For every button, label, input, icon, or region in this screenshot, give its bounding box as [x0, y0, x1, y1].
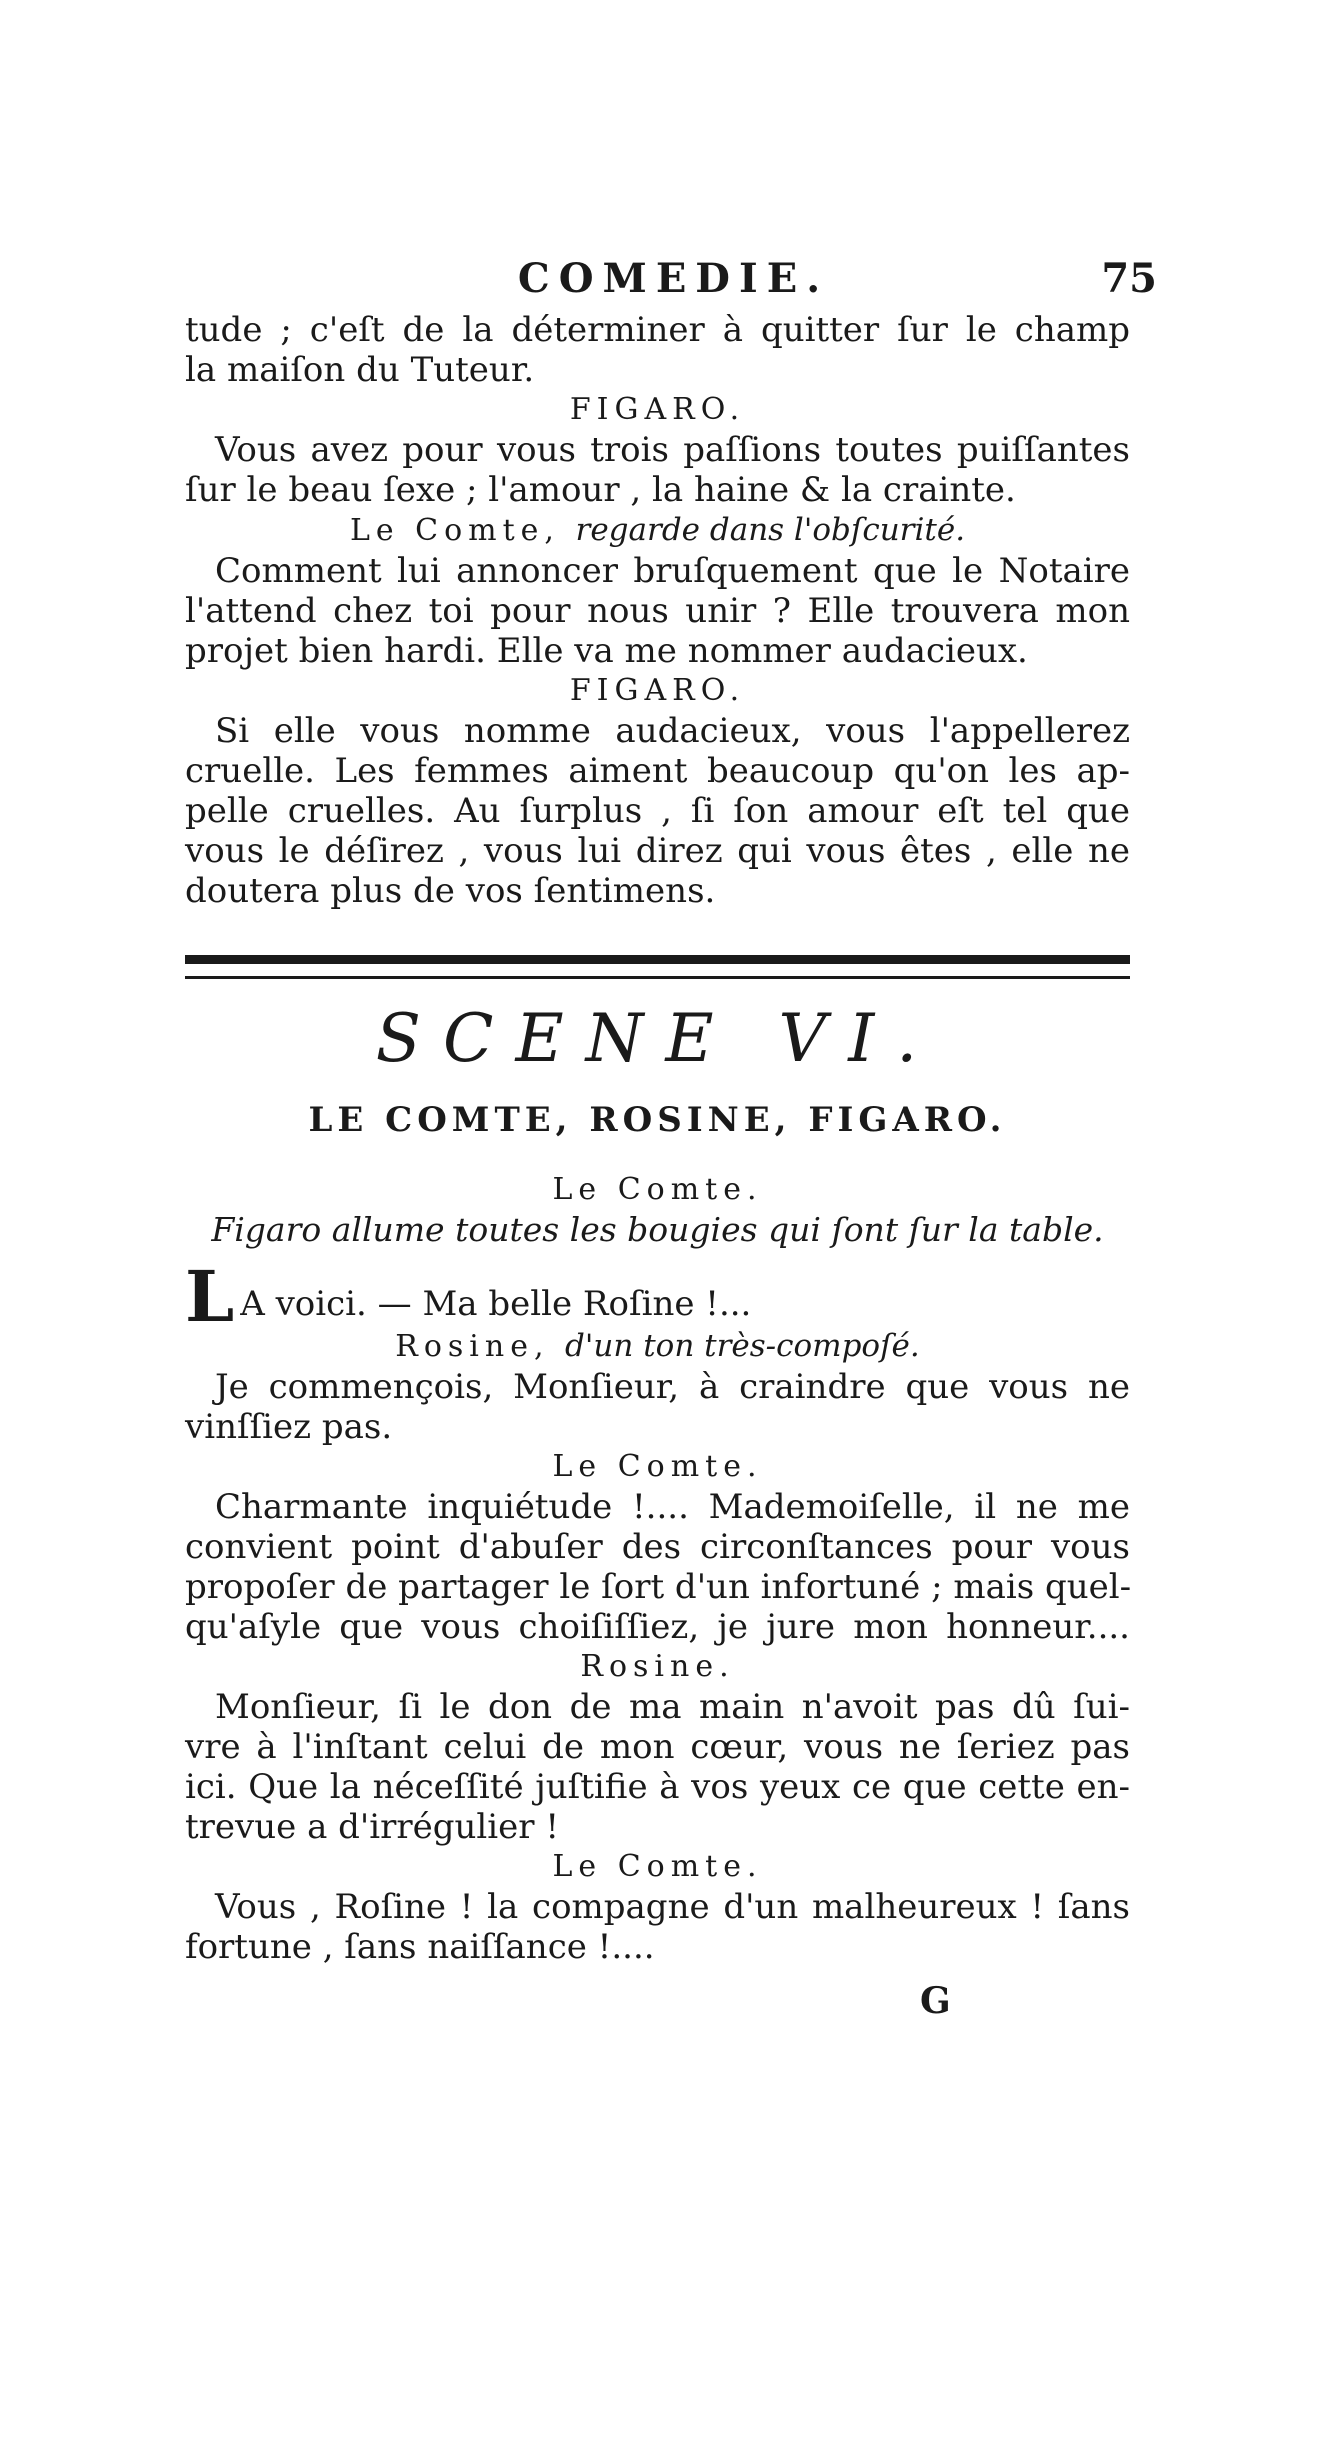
dramatis-personae: LE COMTE, ROSINE, FIGARO. — [308, 1100, 1007, 1140]
text-line: A voici. — Ma belle Roſine !... — [240, 1284, 752, 1324]
text-line: Je commençois, Monſieur, à craindre que vous ne — [215, 1367, 1130, 1407]
text-line: Monſieur, ſi le don de ma main n'avoit pas dû ſui- — [215, 1687, 1130, 1727]
text-line: Comment lui annoncer bruſquement que le Notaire — [215, 551, 1130, 591]
text-line: ici. Que la néceſſité juſtifie à vos yeux ce que cette en- — [185, 1767, 1130, 1807]
text-line: tude ; c'eſt de la déterminer à quitter ſur le champ — [185, 310, 1130, 350]
scene-title: SCENE VI. — [375, 1000, 940, 1077]
text-line: Vous avez pour vous trois paſſions toutes puiſſantes — [215, 430, 1130, 470]
speaker-figaro: FIGARO. — [569, 392, 746, 427]
text-line: convient point d'abuſer des circonſtances pour vous — [185, 1527, 1130, 1567]
text-line: vre à l'inſtant celui de mon cœur, vous ne ſeriez pas — [185, 1727, 1130, 1767]
scene-divider-rule-thin — [185, 976, 1130, 979]
page-header — [190, 255, 1157, 305]
speaker-comte: Le Comte. — [552, 1449, 763, 1484]
text-line: Charmante inquiétude !.... Mademoiſelle, il ne me — [215, 1487, 1130, 1527]
text-line: Vous , Roſine ! la compagne d'un malheureux ! ſans — [215, 1887, 1130, 1927]
page-number: 75 — [1101, 255, 1157, 302]
text-line: doutera plus de vos ſentimens. — [185, 871, 716, 911]
scene-6-text — [185, 1170, 1130, 1967]
text-line: pelle cruelles. Au ſurplus , ſi ſon amour eſt tel que — [185, 791, 1130, 831]
text-line: ſur le beau ſexe ; l'amour , la haine & la crainte. — [185, 470, 1016, 510]
text-line: cruelle. Les femmes aiment beaucoup qu'on les ap- — [185, 751, 1130, 791]
text-line: la maiſon du Tuteur. — [185, 350, 535, 390]
speaker-name: Le Comte, — [349, 513, 560, 548]
text-line: propoſer de partager le ſort d'un infortuné ; mais quel- — [185, 1567, 1132, 1607]
stage-direction: d'un ton très-compoſé. — [565, 1328, 920, 1364]
speaker-comte: Le Comte. — [552, 1849, 763, 1884]
text-line: qu'aſyle que vous choiſiſſiez, je jure mon honneur.... — [185, 1607, 1130, 1647]
scene-5-text — [185, 310, 1130, 911]
drop-cap: L — [185, 1268, 235, 1326]
text-line: l'attend chez toi pour nous unir ? Elle trouvera mon — [185, 591, 1130, 631]
opening-line — [185, 1268, 1130, 1326]
speaker-comte — [185, 510, 1130, 551]
catchword: G — [920, 1980, 951, 2022]
text-line: vinſſiez pas. — [185, 1407, 393, 1447]
stage-direction: regarde dans l'obſcurité. — [575, 512, 966, 548]
text-line: vous le déſirez , vous lui direz qui vous êtes , elle ne — [185, 831, 1130, 871]
speaker-figaro: FIGARO. — [569, 673, 746, 708]
speaker-rosine — [185, 1326, 1130, 1367]
text-line: fortune , ſans naiſſance !.... — [185, 1927, 655, 1967]
text-line: trevue a d'irrégulier ! — [185, 1807, 560, 1847]
stage-direction: Figaro allume toutes les bougies qui ſont ſur la table. — [211, 1210, 1104, 1249]
scene-divider-rule — [185, 955, 1130, 964]
text-line: Si elle vous nomme audacieux, vous l'appellerez — [215, 711, 1130, 751]
speaker-comte: Le Comte. — [552, 1172, 763, 1207]
speaker-name: Rosine, — [395, 1329, 550, 1364]
text-line: projet bien hardi. Elle va me nommer audacieux. — [185, 631, 1028, 671]
running-title: COMEDIE. — [517, 255, 830, 302]
speaker-rosine: Rosine. — [580, 1649, 735, 1684]
